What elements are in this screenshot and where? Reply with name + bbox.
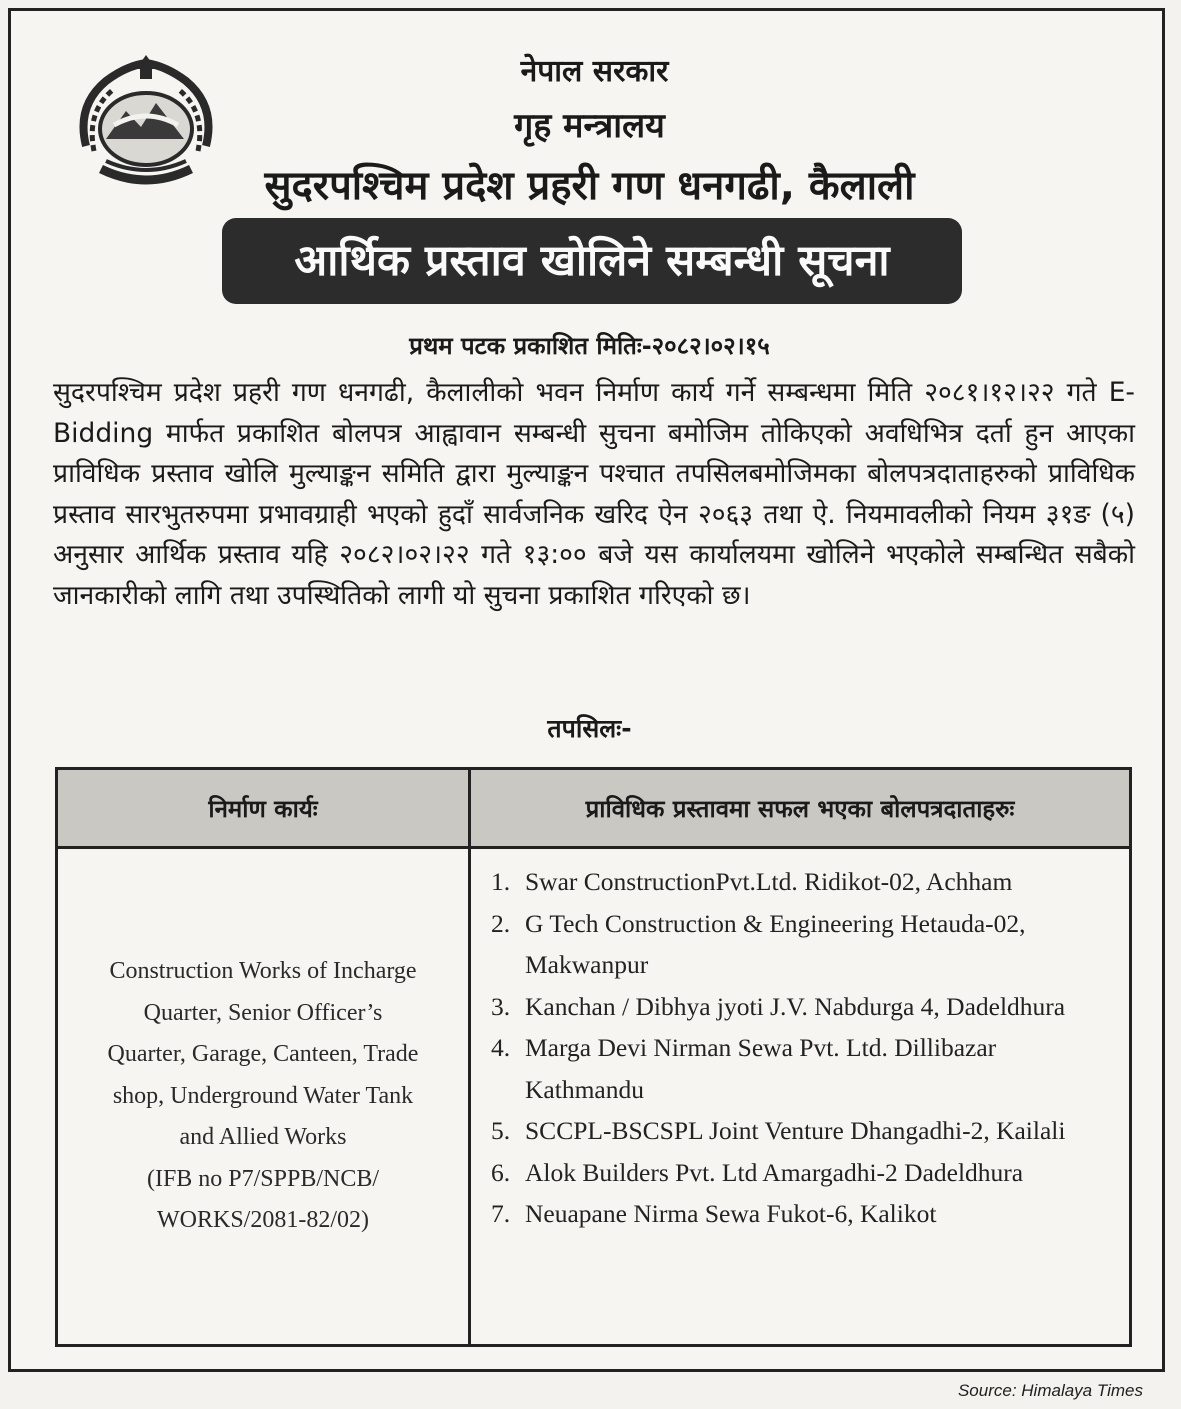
bidders-list: [491, 861, 1119, 1235]
work-line: Quarter, Senior Officer’s: [143, 999, 383, 1026]
work-description: [57, 848, 470, 1346]
ministry-name: गृह मन्त्रालय: [514, 106, 665, 146]
bidder-name: Swar ConstructionPvt.Ltd. Ridikot-02, Achham: [525, 867, 1013, 896]
details-heading: तपसिलः-: [547, 714, 632, 743]
bidder-name: Neuapane Nirma Sewa Fukot-6, Kalikot: [525, 1199, 937, 1228]
work-line: WORKS/2081-82/02): [157, 1207, 369, 1234]
list-item: 4. Marga Devi Nirman Sewa Pvt. Ltd. Dillibazar Kathmandu: [491, 1027, 1119, 1110]
work-line: and Allied Works: [179, 1124, 347, 1151]
source-credit: Source: Himalaya Times: [957, 1381, 1143, 1400]
bidder-name: Marga Devi Nirman Sewa Pvt. Ltd. Dillibazar Kathmandu: [525, 1033, 997, 1104]
list-item: 1. Swar ConstructionPvt.Ltd. Ridikot-02, Achham: [491, 861, 1119, 903]
work-line: (IFB no P7/SPPB/NCB/: [146, 1165, 380, 1192]
work-line: Quarter, Garage, Canteen, Trade: [107, 1041, 419, 1068]
work-line: Construction Works of Incharge: [109, 958, 417, 985]
government-name: नेपाल सरकार: [520, 54, 669, 89]
table-header-row: [57, 769, 1131, 848]
list-item: 6. Alok Builders Pvt. Ltd Amargadhi-2 Dadeldhura: [491, 1152, 1119, 1194]
col-work-header: निर्माण कार्यः: [57, 769, 470, 848]
bidder-name: SCCPL-BSCSPL Joint Venture Dhangadhi-2, Kailali: [525, 1116, 1066, 1145]
publication-date: प्रथम पटक प्रकाशित मितिः-२०८२।०२।१५: [409, 332, 770, 360]
bidders-table: [55, 767, 1132, 1347]
notice-frame: [8, 8, 1165, 1372]
bidder-name: Alok Builders Pvt. Ltd Amargadhi-2 Dadeldhura: [525, 1157, 1024, 1187]
work-line: shop, Underground Water Tank: [112, 1082, 414, 1109]
list-item: 5. SCCPL-BSCSPL Joint Venture Dhangadhi-2, Kailali: [491, 1110, 1119, 1152]
notice-title: आर्थिक प्रस्ताव खोलिने सम्बन्धी सूचना: [222, 218, 962, 304]
bidder-name: Kanchan / Dibhya jyoti J.V. Nabdurga 4, Dadeldhura: [525, 991, 1066, 1021]
notice-body: सुदरपश्चिम प्रदेश प्रहरी गण धनगढी, कैलालीको भवन निर्माण कार्य गर्ने सम्बन्धमा मिति २०८१।१२।२२ गते E-Bidding मार्फत प्रकाशित बोलपत्र आह्वावान सम्बन्धी सुचना बमोजिम तोकिएको अवधिभित्र दर्ता हुन आएका प्राविधिक प्रस्ताव खोलि मुल्याङ्कन समिति द्वारा मुल्याङ्कन पश्चात तपसिलबमोजिमका बोलपत्रदाताहरुको प्राविधिक प्रस्ताव सारभुतरुपमा प्रभावग्राही भएको हुदाँ सार्वजनिक खरिद ऐन २०६३ तथा ऐ. नियमावलीको नियम ३१ङ (५) अनुसार आर्थिक प्रस्ताव यहि २०८२।०२।२२ गते १३:०० बजे यस कार्यालयमा खोलिने भएकोले सम्बन्धित सबैको जानकारीको लागि तथा उपस्थितिको लागी यो सुचना प्रकाशित गरिएको छ।: [53, 377, 1135, 611]
list-item: 3. Kanchan / Dibhya jyoti J.V. Nabdurga 4, Dadeldhura: [491, 986, 1119, 1028]
office-name: सुदरपश्चिम प्रदेश प्रहरी गण धनगढी, कैलाली: [264, 163, 915, 209]
table-row: [57, 848, 1131, 1346]
list-item: 7. Neuapane Nirma Sewa Fukot-6, Kalikot: [491, 1193, 1119, 1235]
bidders-cell: [470, 848, 1131, 1346]
bidder-name: G Tech Construction & Engineering Hetauda-02, Makwanpur: [525, 908, 1026, 979]
list-item: 2. G Tech Construction & Engineering Hetauda-02, Makwanpur: [491, 903, 1119, 986]
col-bidders-header: प्राविधिक प्रस्तावमा सफल भएका बोलपत्रदाताहरुः: [470, 769, 1131, 848]
